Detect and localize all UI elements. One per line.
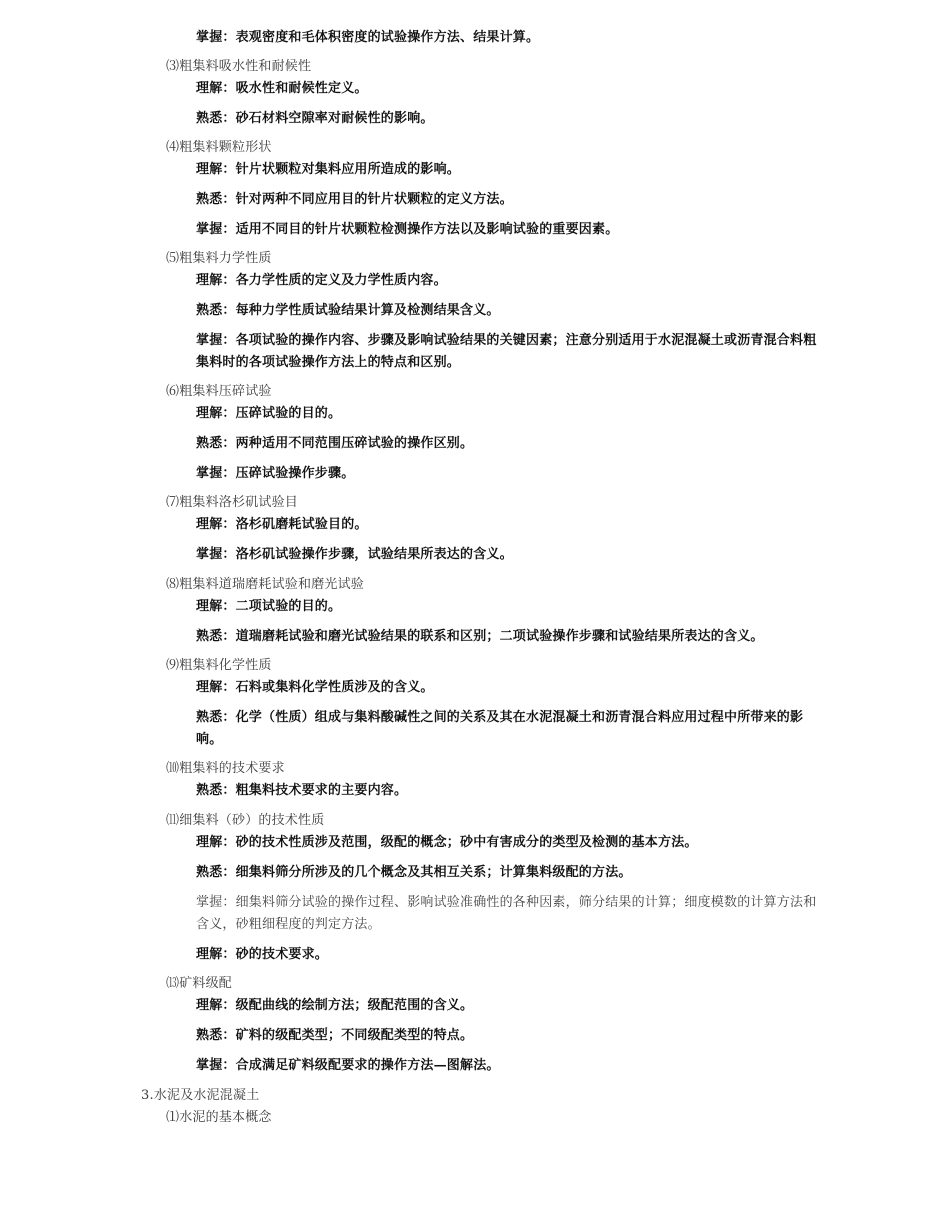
requirement-line: 理解：石料或集料化学性质涉及的含义。 bbox=[196, 680, 434, 695]
requirement-line: 理解：砂的技术要求。 bbox=[196, 947, 329, 962]
subsection-heading: ⑷粗集料颗粒形状 bbox=[166, 140, 272, 155]
subsection-heading: ⑼粗集料化学性质 bbox=[166, 658, 272, 673]
requirement-line: 熟悉：砂石材料空隙率对耐候性的影响。 bbox=[196, 111, 434, 126]
subsection-heading: ⑺粗集料洛杉矶试验目 bbox=[166, 495, 299, 510]
subsection-heading: ⑾细集料（砂）的技术性质 bbox=[166, 813, 325, 828]
requirement-line: 掌握：细集料筛分试验的操作过程、影响试验准确性的各种因素，筛分结果的计算；细度模数的计算方法和含义，砂粗细程度的判定方法。 bbox=[196, 895, 817, 932]
requirement-line: 理解：级配曲线的绘制方法；级配范围的含义。 bbox=[196, 998, 474, 1013]
requirement-line: 理解：针片状颗粒对集料应用所造成的影响。 bbox=[196, 162, 461, 177]
requirement-line: 熟悉：针对两种不同应用目的针片状颗粒的定义方法。 bbox=[196, 192, 513, 207]
requirement-line: 熟悉：化学（性质）组成与集料酸碱性之间的关系及其在水泥混凝土和沥青混合料应用过程中所带来的影响。 bbox=[196, 710, 804, 747]
subsection-heading: ⑴水泥的基本概念 bbox=[166, 1110, 272, 1125]
subsection-heading: ⑸粗集料力学性质 bbox=[166, 251, 272, 266]
requirement-line: 熟悉：两种适用不同范围压碎试验的操作区别。 bbox=[196, 436, 474, 451]
requirement-line: 掌握：适用不同目的针片状颗粒检测操作方法以及影响试验的重要因素。 bbox=[196, 222, 619, 237]
requirement-line: 理解：洛杉矶磨耗试验目的。 bbox=[196, 517, 368, 532]
requirement-line: 理解：砂的技术性质涉及范围，级配的概念；砂中有害成分的类型及检测的基本方法。 bbox=[196, 835, 698, 850]
requirement-line: 熟悉：细集料筛分所涉及的几个概念及其相互关系；计算集料级配的方法。 bbox=[196, 865, 632, 880]
subsection-heading: ⒀矿料级配 bbox=[166, 976, 233, 991]
requirement-line: 熟悉：粗集料技术要求的主要内容。 bbox=[196, 783, 408, 798]
subsection-heading: ⑽粗集料的技术要求 bbox=[166, 761, 285, 776]
requirement-line: 掌握：合成满足矿料级配要求的操作方法—图解法。 bbox=[196, 1058, 500, 1073]
requirement-line: 理解：各力学性质的定义及力学性质内容。 bbox=[196, 273, 447, 288]
requirement-line: 理解：吸水性和耐候性定义。 bbox=[196, 81, 368, 96]
subsection-heading: ⑶粗集料吸水性和耐候性 bbox=[166, 59, 312, 74]
requirement-line: 掌握：压碎试验操作步骤。 bbox=[196, 466, 355, 481]
requirement-line: 熟悉：道瑞磨耗试验和磨光试验结果的联系和区别；二项试验操作步骤和试验结果所表达的含义。 bbox=[196, 629, 764, 644]
requirement-line: 理解：二项试验的目的。 bbox=[196, 599, 342, 614]
requirement-line: 掌握：洛杉矶试验操作步骤，试验结果所表达的含义。 bbox=[196, 547, 513, 562]
requirement-line: 掌握：各项试验的操作内容、步骤及影响试验结果的关键因素；注意分别适用于水泥混凝土或沥青混合料粗集料时的各项试验操作方法上的特点和区别。 bbox=[196, 333, 817, 370]
requirement-line: 熟悉：矿料的级配类型；不同级配类型的特点。 bbox=[196, 1028, 474, 1043]
subsection-heading: ⑻粗集料道瑞磨耗试验和磨光试验 bbox=[166, 577, 365, 592]
requirement-line: 熟悉：每种力学性质试验结果计算及检测结果含义。 bbox=[196, 303, 500, 318]
section-heading: 3.水泥及水泥混凝土 bbox=[141, 1088, 260, 1103]
requirement-line: 掌握：表观密度和毛体积密度的试验操作方法、结果计算。 bbox=[196, 30, 540, 45]
subsection-heading: ⑹粗集料压碎试验 bbox=[166, 384, 272, 399]
requirement-line: 理解：压碎试验的目的。 bbox=[196, 406, 342, 421]
